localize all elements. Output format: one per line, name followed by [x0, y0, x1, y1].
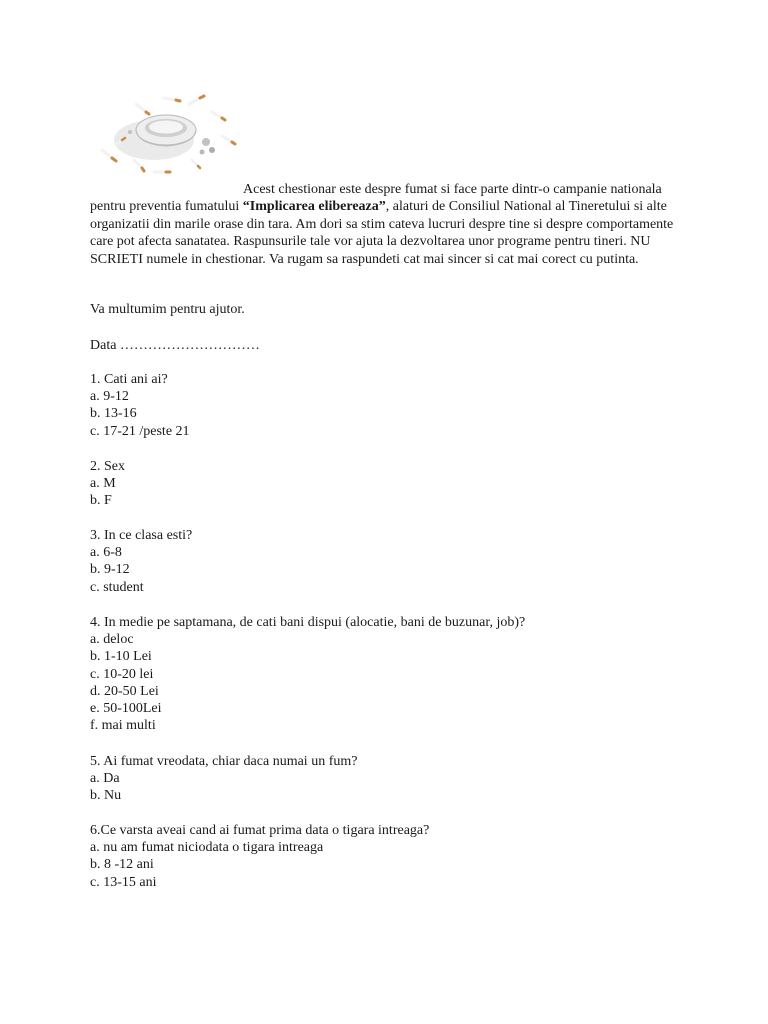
answer-option[interactable]: e. 50-100Lei [90, 701, 162, 717]
question-text: 5. Ai fumat vreodata, chiar daca numai un fum? [90, 754, 358, 769]
question-1 [90, 371, 190, 440]
intro-text-end: , alaturi de Consiliul National al Tineretului si alte organizatii din marile orase din tara. Am dori sa stim cateva lucruri despre tine si despre comportamente care pot afecta sanatatea. Raspunsurile tale vor ajuta la dezvoltarea unor programe pentru tineri. NU SCRIETI numele in chestionar. Va rugam sa raspundeti cat mai sincer si cat mai corect cu putinta. [90, 199, 674, 267]
answer-option[interactable]: b. 9-12 [90, 562, 130, 578]
answer-option[interactable]: a. M [90, 476, 116, 492]
answer-option[interactable]: c. 10-20 lei [90, 666, 154, 682]
question-6 [90, 822, 429, 891]
answer-option[interactable]: b. 8 -12 ani [90, 857, 154, 873]
answer-option[interactable]: a. 9-12 [90, 389, 129, 405]
question-3 [90, 527, 192, 596]
answer-option[interactable]: c. 13-15 ani [90, 874, 157, 890]
question-2 [90, 458, 125, 510]
question-5 [90, 753, 357, 805]
answer-option[interactable]: a. Da [90, 771, 120, 787]
answer-option[interactable]: a. 6-8 [90, 545, 122, 561]
answer-option[interactable]: c. student [90, 579, 144, 595]
question-text: 3. In ce clasa esti? [90, 528, 193, 543]
intro-paragraph [90, 181, 690, 268]
question-text: 2. Sex [90, 459, 125, 474]
question-text: 4. In medie pe saptamana, de cati bani dispui (alocatie, bani de buzunar, job)? [90, 615, 526, 630]
answer-option[interactable]: c. 17-21 /peste 21 [90, 423, 190, 439]
answer-option[interactable]: b. 1-10 Lei [90, 649, 152, 665]
answer-option[interactable]: b. 13-16 [90, 406, 137, 422]
answer-option[interactable]: b. F [90, 493, 112, 509]
thanks-line: Va multumim pentru ajutor. [90, 302, 245, 317]
intro-text-start: Acest chestionar este despre fumat si face parte dintr-o campanie nationala pentru preventia fumatului [90, 182, 662, 215]
question-text: 6.Ce varsta aveai cand ai fumat prima data o tigara intreaga? [90, 823, 430, 838]
question-4 [90, 614, 525, 734]
answer-option[interactable]: f. mai multi [90, 718, 156, 734]
campaign-name: “Implicarea elibereaza” [242, 199, 386, 215]
answer-option[interactable]: d. 20-50 Lei [90, 683, 159, 699]
answer-option[interactable]: b. Nu [90, 788, 122, 804]
question-text: 1. Cati ani ai? [90, 372, 168, 387]
answer-option[interactable]: a. nu am fumat niciodata o tigara intreaga [90, 840, 324, 856]
ashtray-illustration-icon [94, 92, 244, 188]
answer-option[interactable]: a. deloc [90, 632, 134, 648]
date-field[interactable]: Data ………………………… [90, 338, 260, 353]
